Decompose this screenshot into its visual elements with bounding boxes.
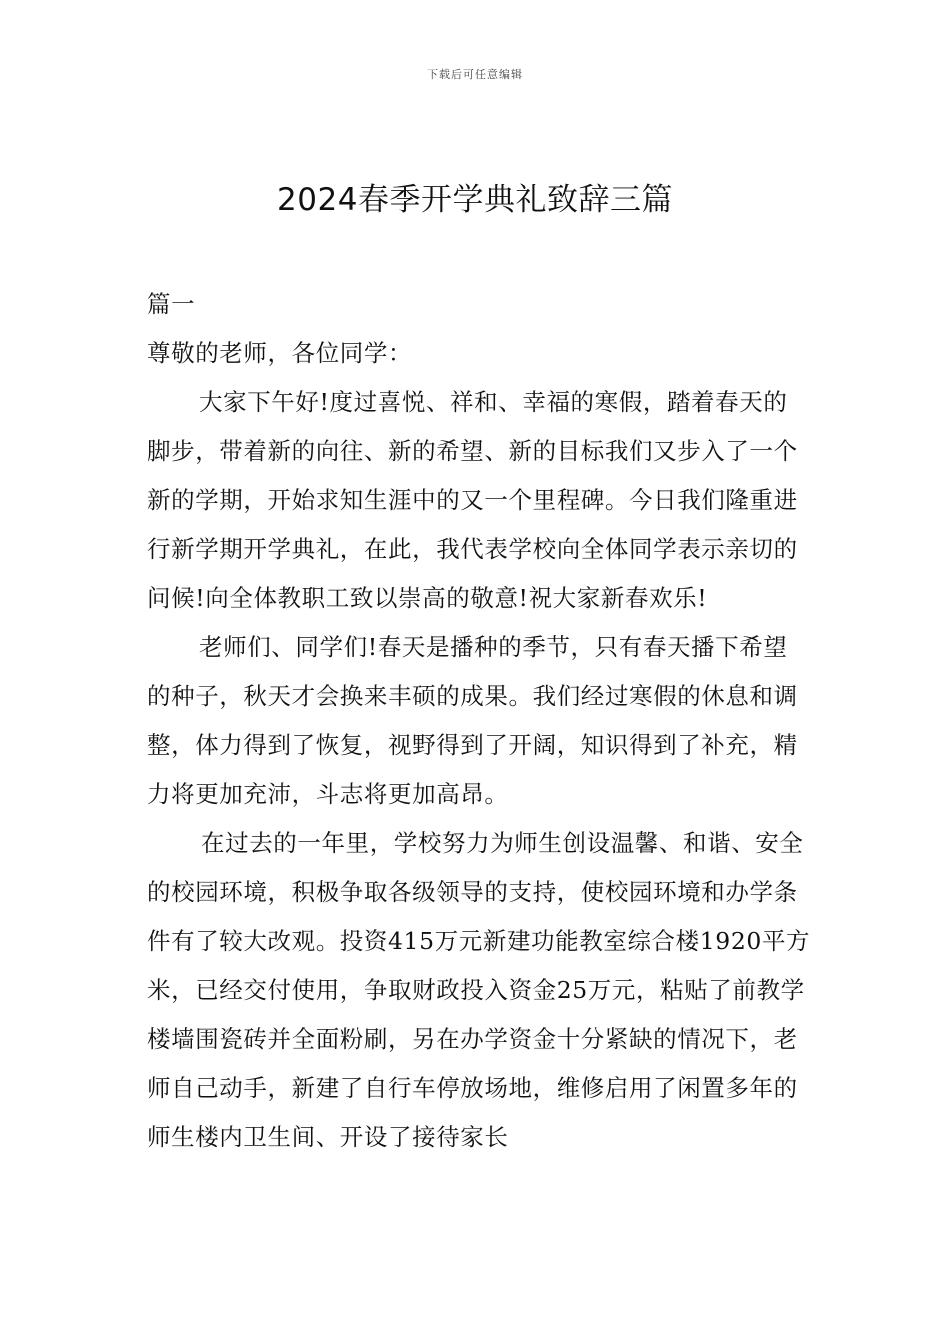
paragraph-2: 老师们、同学们!春天是播种的季节，只有春天播下希望的种子，秋天才会换来丰硕的成果。我们经过寒假的休息和调整，体力得到了恢复，视野得到了开阔，知识得到了补充，精力将更加充沛，斗志将更加高昂。 <box>147 633 798 808</box>
paragraph-1: 大家下午好!度过喜悦、祥和、幸福的寒假，踏着春天的脚步，带着新的向往、新的希望、新的目标我们又步入了一个新的学期，开始求知生涯中的又一个里程碑。今日我们隆重进行新学期开学典礼，在此，我代表学校向全体同学表示亲切的问候!向全体教职工致以崇高的敬意!祝大家新春欢乐! <box>147 388 798 612</box>
document-title: 2024春季开学典礼致辞三篇 <box>277 182 673 218</box>
document-body <box>147 280 811 1162</box>
paragraph-3: 在过去的一年里，学校努力为师生创设温馨、和谐、安全的校园环境，积极争取各级领导的支持，使校园环境和办学条件有了较大改观。投资415万元新建功能教室综合楼1920平方米，已经交付使用，争取财政投入资金25万元，粘贴了前教学楼墙围瓷砖并全面粉刷，另在办学资金十分紧缺的情况下，老师自己动手，新建了自行车停放场地，维修启用了闲置多年的师生楼内卫生间、开设了接待家长 <box>147 829 811 1151</box>
header-note: 下载后可任意编辑 <box>427 68 523 81</box>
section-label: 篇一 <box>147 290 196 318</box>
salutation: 尊敬的老师，各位同学： <box>147 339 413 367</box>
